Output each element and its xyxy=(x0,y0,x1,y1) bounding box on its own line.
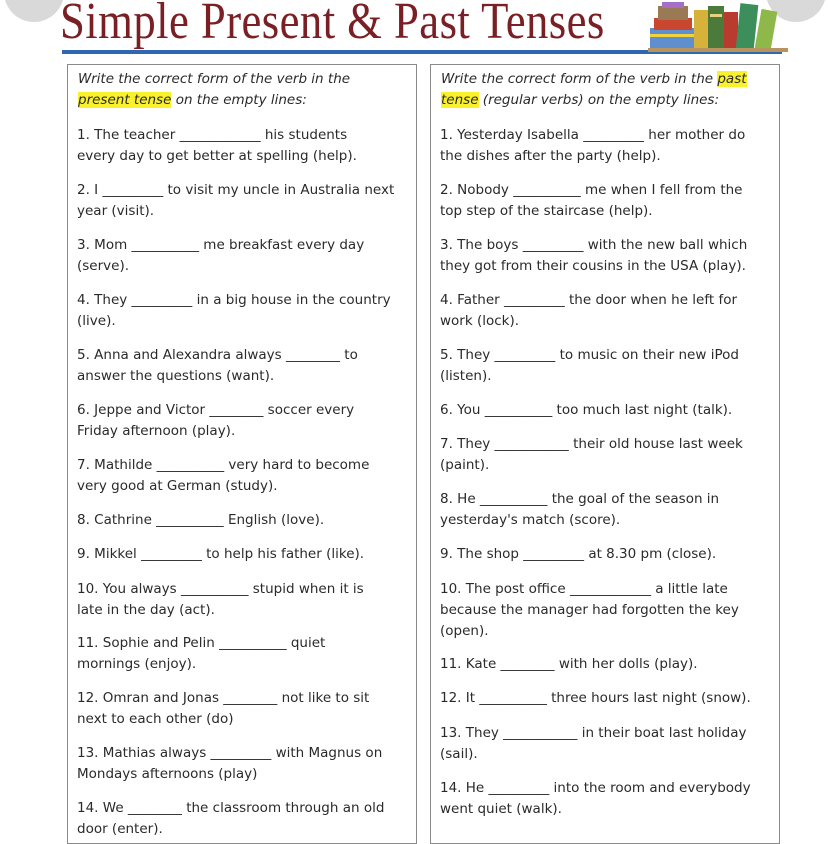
exercise-line: 12. It __________ three hours last night (snow). xyxy=(440,690,751,706)
exercise-line: next to each other (do) xyxy=(77,711,234,727)
exercise-line: 5. Anna and Alexandra always ________ to xyxy=(77,347,358,363)
exercise-item xyxy=(77,688,415,730)
exercise-line: 5. They _________ to music on their new iPod xyxy=(440,347,739,363)
exercise-item xyxy=(440,579,778,642)
exercise-line: went quiet (walk). xyxy=(440,801,562,817)
exercise-line: (listen). xyxy=(440,368,492,384)
exercise-line: (sail). xyxy=(440,746,478,762)
exercise-item xyxy=(440,345,778,387)
corner-button-left[interactable] xyxy=(4,0,64,22)
past-tense-panel xyxy=(430,64,780,844)
exercise-line: (live). xyxy=(77,313,116,329)
exercise-line: 10. You always __________ stupid when it is xyxy=(77,581,364,597)
exercise-line: 12. Omran and Jonas ________ not like to sit xyxy=(77,690,370,706)
exercise-line: 7. They ___________ their old house last week xyxy=(440,436,743,452)
exercise-line: they got from their cousins in the USA (play). xyxy=(440,258,746,274)
exercise-line: 6. You __________ too much last night (talk). xyxy=(440,402,733,418)
exercise-line: 10. The post office ____________ a little late xyxy=(440,581,728,597)
exercise-item xyxy=(440,235,778,277)
exercise-line: the dishes after the party (help). xyxy=(440,148,661,164)
exercise-item xyxy=(440,723,778,765)
exercise-line: Friday afternoon (play). xyxy=(77,423,236,439)
instr-text: Write the correct form of the verb in the xyxy=(441,71,714,87)
exercise-line: 6. Jeppe and Victor ________ soccer every xyxy=(77,402,355,418)
exercise-line: work (lock). xyxy=(440,313,520,329)
exercise-line: 2. Nobody __________ me when I fell from the xyxy=(440,182,743,198)
exercise-item xyxy=(440,544,778,565)
exercise-line: 1. The teacher ____________ his students xyxy=(77,127,348,143)
exercise-line: 8. He __________ the goal of the season in xyxy=(440,491,720,507)
exercise-line: 13. Mathias always _________ with Magnus on xyxy=(77,745,383,761)
exercise-line: answer the questions (want). xyxy=(77,368,275,384)
exercise-line: door (enter). xyxy=(77,821,163,837)
instr-highlight: present tense xyxy=(78,92,172,108)
exercise-line: 13. They ___________ in their boat last holiday xyxy=(440,725,747,741)
exercise-line: 4. They _________ in a big house in the country xyxy=(77,292,391,308)
exercise-line: 14. He _________ into the room and everybody xyxy=(440,780,751,796)
exercise-line: 7. Mathilde __________ very hard to become xyxy=(77,457,370,473)
exercise-line: 8. Cathrine __________ English (love). xyxy=(77,512,325,528)
exercise-item xyxy=(440,688,778,709)
past-instructions xyxy=(441,69,776,111)
exercise-line: 2. I _________ to visit my uncle in Australia next xyxy=(77,182,395,198)
exercise-item xyxy=(440,489,778,531)
exercise-line: 1. Yesterday Isabella _________ her mother do xyxy=(440,127,746,143)
exercise-item xyxy=(77,400,415,442)
exercise-item xyxy=(77,290,415,332)
exercise-item xyxy=(77,125,415,167)
instr-text: Write the correct form of the verb in the xyxy=(78,71,351,87)
exercise-line: (paint). xyxy=(440,457,490,473)
exercise-line: 4. Father _________ the door when he left for xyxy=(440,292,738,308)
exercise-item xyxy=(440,654,778,675)
exercise-item xyxy=(77,633,415,675)
exercise-item xyxy=(440,400,778,421)
exercise-line: 3. Mom __________ me breakfast every day xyxy=(77,237,365,253)
exercise-item xyxy=(77,345,415,387)
exercise-line: yesterday's match (score). xyxy=(440,512,621,528)
exercise-item xyxy=(440,180,778,222)
exercise-item xyxy=(77,798,415,840)
exercise-item xyxy=(77,743,415,785)
page-title: Simple Present & Past Tenses xyxy=(60,0,605,50)
exercise-line: (open). xyxy=(440,623,489,639)
exercise-line: 11. Sophie and Pelin __________ quiet xyxy=(77,635,326,651)
exercise-line: 9. The shop _________ at 8.30 pm (close). xyxy=(440,546,717,562)
exercise-line: very good at German (study). xyxy=(77,478,278,494)
present-instructions xyxy=(78,69,413,111)
exercise-item xyxy=(440,290,778,332)
instr-text: on the empty lines: xyxy=(175,92,307,108)
exercise-line: year (visit). xyxy=(77,203,155,219)
exercise-item xyxy=(77,455,415,497)
exercise-line: every day to get better at spelling (help). xyxy=(77,148,357,164)
exercise-line: mornings (enjoy). xyxy=(77,656,197,672)
exercise-line: 11. Kate ________ with her dolls (play). xyxy=(440,656,698,672)
instr-highlight: past xyxy=(717,71,747,87)
exercise-line: (serve). xyxy=(77,258,130,274)
exercise-item xyxy=(440,778,778,820)
instr-text: (regular verbs) on the empty lines: xyxy=(482,92,720,108)
exercise-item xyxy=(440,434,778,476)
exercise-line: Mondays afternoons (play) xyxy=(77,766,258,782)
present-tense-panel xyxy=(67,64,417,844)
exercise-line: 3. The boys _________ with the new ball which xyxy=(440,237,748,253)
exercise-line: top step of the staircase (help). xyxy=(440,203,653,219)
exercise-line: 9. Mikkel _________ to help his father (like). xyxy=(77,546,365,562)
exercise-item xyxy=(440,125,778,167)
exercise-line: because the manager had forgotten the key xyxy=(440,602,739,618)
instr-highlight: tense xyxy=(441,92,479,108)
exercise-item xyxy=(77,235,415,277)
exercise-line: 14. We ________ the classroom through an old xyxy=(77,800,385,816)
exercise-item xyxy=(77,180,415,222)
books-illustration xyxy=(648,0,788,52)
exercise-item xyxy=(77,510,415,531)
exercise-item xyxy=(77,579,415,621)
exercise-item xyxy=(77,544,415,565)
exercise-line: late in the day (act). xyxy=(77,602,215,618)
